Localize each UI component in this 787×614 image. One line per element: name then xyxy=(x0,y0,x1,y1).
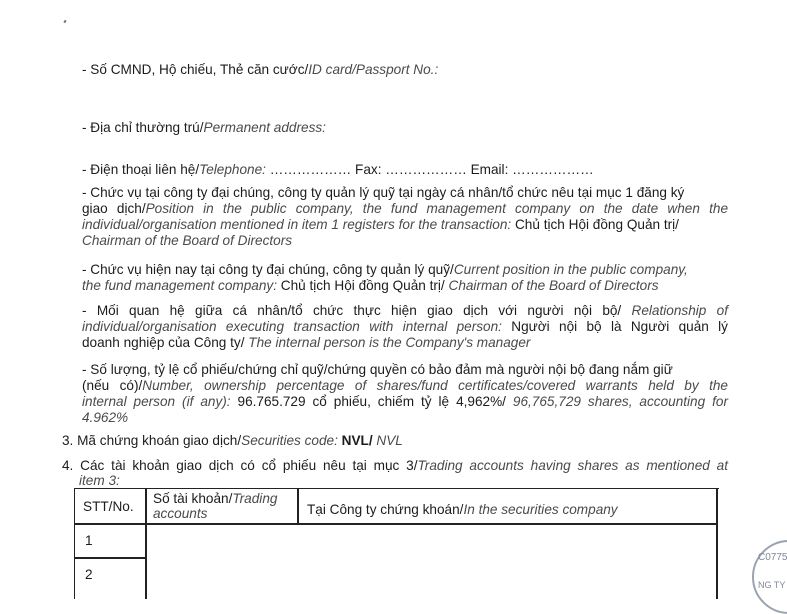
header-account-vn: Số tài khoản/ xyxy=(153,491,233,506)
position-at-date-l1 xyxy=(82,185,728,200)
position-at-date-en: Position in the public company, the fund management company on the date when the xyxy=(145,201,728,216)
relationship-en2: individual/organisation executing transaction with internal person: xyxy=(82,319,502,334)
ownership-en: Number, ownership percentage of shares/fund certificates/covered warrants held by the xyxy=(142,378,728,393)
id-card-label-en: ID card/Passport No.: xyxy=(308,62,439,77)
header-company xyxy=(307,502,618,517)
ownership-value-en2: 4.962% xyxy=(82,410,129,425)
fax-email-label: ……………… Fax: ……………… Email: ……………… xyxy=(265,162,594,177)
seal-text: C0775 xyxy=(758,552,787,563)
section-4-en: Trading accounts having shares as mentioned at xyxy=(417,458,728,473)
current-position-vn: - Chức vụ hiện nay tại công ty đại chúng, công ty quản lý quỹ/ xyxy=(82,262,454,277)
relationship-vn: - Mối quan hệ giữa cá nhân/tổ chức thực hiện giao dịch với người nội bộ/ xyxy=(82,303,622,318)
section-3-vn: 3. Mã chứng khoán giao dịch/ xyxy=(62,433,242,448)
position-at-date-l4 xyxy=(82,233,292,248)
relationship-en: Relationship of xyxy=(621,303,728,318)
ownership-vn: (nếu có)/ xyxy=(82,378,143,393)
relationship-value-vn2: doanh nghiệp của Công ty/ xyxy=(82,335,245,350)
relationship-value-vn: Người nội bộ là Người quản lý xyxy=(501,319,728,334)
header-company-vn: Tại Công ty chứng khoán/ xyxy=(307,502,464,517)
position-at-date-l2 xyxy=(82,201,728,216)
header-stt: STT/No. xyxy=(83,499,134,514)
seal-text-2: NG TY xyxy=(758,580,786,590)
position-at-date-l3 xyxy=(82,217,679,232)
address-line xyxy=(82,120,326,135)
header-account-en: Trading xyxy=(232,491,278,506)
contact-label-vn: - Điện thoại liên hệ/ xyxy=(82,162,200,177)
ownership-value-en: 96,765,729 shares, accounting for xyxy=(505,394,728,409)
table-divider xyxy=(75,523,718,525)
current-position-l1 xyxy=(82,262,728,277)
scan-speck xyxy=(63,20,66,24)
section-4-l2 xyxy=(79,473,120,488)
current-position-value-vn: Chủ tịch Hội đồng Quản trị/ xyxy=(276,278,445,293)
current-position-value-en: Chairman of the Board of Directors xyxy=(444,278,659,293)
position-at-date-value-en: Chairman of the Board of Directors xyxy=(82,233,293,248)
ownership-value-vn: 96.765.729 cổ phiếu, chiếm tỷ lệ 4,962%/ xyxy=(230,394,506,409)
address-label-en: Permanent address: xyxy=(203,120,326,135)
position-at-date-text: - Chức vụ tại công ty đại chúng, công ty quản lý quỹ tại ngày cá nhân/tổ chức nêu tại mục 1 đăng ký xyxy=(82,185,685,200)
table-divider xyxy=(75,557,146,559)
relationship-l1 xyxy=(82,303,728,318)
table-row-2-no: 2 xyxy=(85,567,93,582)
table-divider xyxy=(145,489,147,599)
ownership-l1 xyxy=(82,362,728,377)
ownership-en2: internal person (if any): xyxy=(82,394,231,409)
address-label-vn: - Địa chỉ thường trú/ xyxy=(82,120,204,135)
id-card-line xyxy=(82,62,438,77)
header-company-en: In the securities company xyxy=(463,502,618,517)
relationship-l3 xyxy=(82,335,530,350)
section-3 xyxy=(62,433,403,448)
id-card-label-vn: - Số CMND, Hộ chiếu, Thẻ căn cước/ xyxy=(82,62,309,77)
trading-accounts-table xyxy=(74,488,719,599)
ownership-l2 xyxy=(82,378,728,393)
header-account-l2: accounts xyxy=(153,506,208,521)
position-at-date-value-vn: Chủ tịch Hội đồng Quản trị/ xyxy=(511,217,679,232)
relationship-l2 xyxy=(82,319,728,334)
ownership-l3 xyxy=(82,394,728,409)
securities-code: NVL/ xyxy=(337,433,373,448)
telephone-label: Telephone: xyxy=(199,162,266,177)
section-4-l1 xyxy=(62,458,728,473)
current-position-en: Current position in the public company, xyxy=(453,262,688,277)
securities-code-en: NVL xyxy=(372,433,403,448)
current-position-l2 xyxy=(82,278,659,293)
section-4-vn: 4. Các tài khoản giao dịch có cổ phiếu nêu tại mục 3/ xyxy=(62,458,418,473)
position-at-date-en2: individual/organisation mentioned in item 1 registers for the transaction: xyxy=(82,217,512,232)
ownership-text: - Số lượng, tỷ lệ cổ phiếu/chứng chỉ quỹ/chứng quyền có bảo đảm mà người nội bộ đang nắm giữ xyxy=(82,362,673,377)
ownership-l4 xyxy=(82,410,128,425)
relationship-value-en: The internal person is the Company's manager xyxy=(244,335,531,350)
table-divider xyxy=(716,489,718,599)
header-account-l1 xyxy=(153,491,277,506)
table-row-1-no: 1 xyxy=(85,533,93,548)
table-divider xyxy=(297,489,299,523)
position-at-date-vn: giao dịch/ xyxy=(82,201,146,216)
contact-line xyxy=(82,162,594,177)
section-4-en2: item 3: xyxy=(79,473,120,488)
company-seal xyxy=(752,540,787,614)
section-3-en: Securities code: xyxy=(241,433,338,448)
current-position-en2: the fund management company: xyxy=(82,278,277,293)
